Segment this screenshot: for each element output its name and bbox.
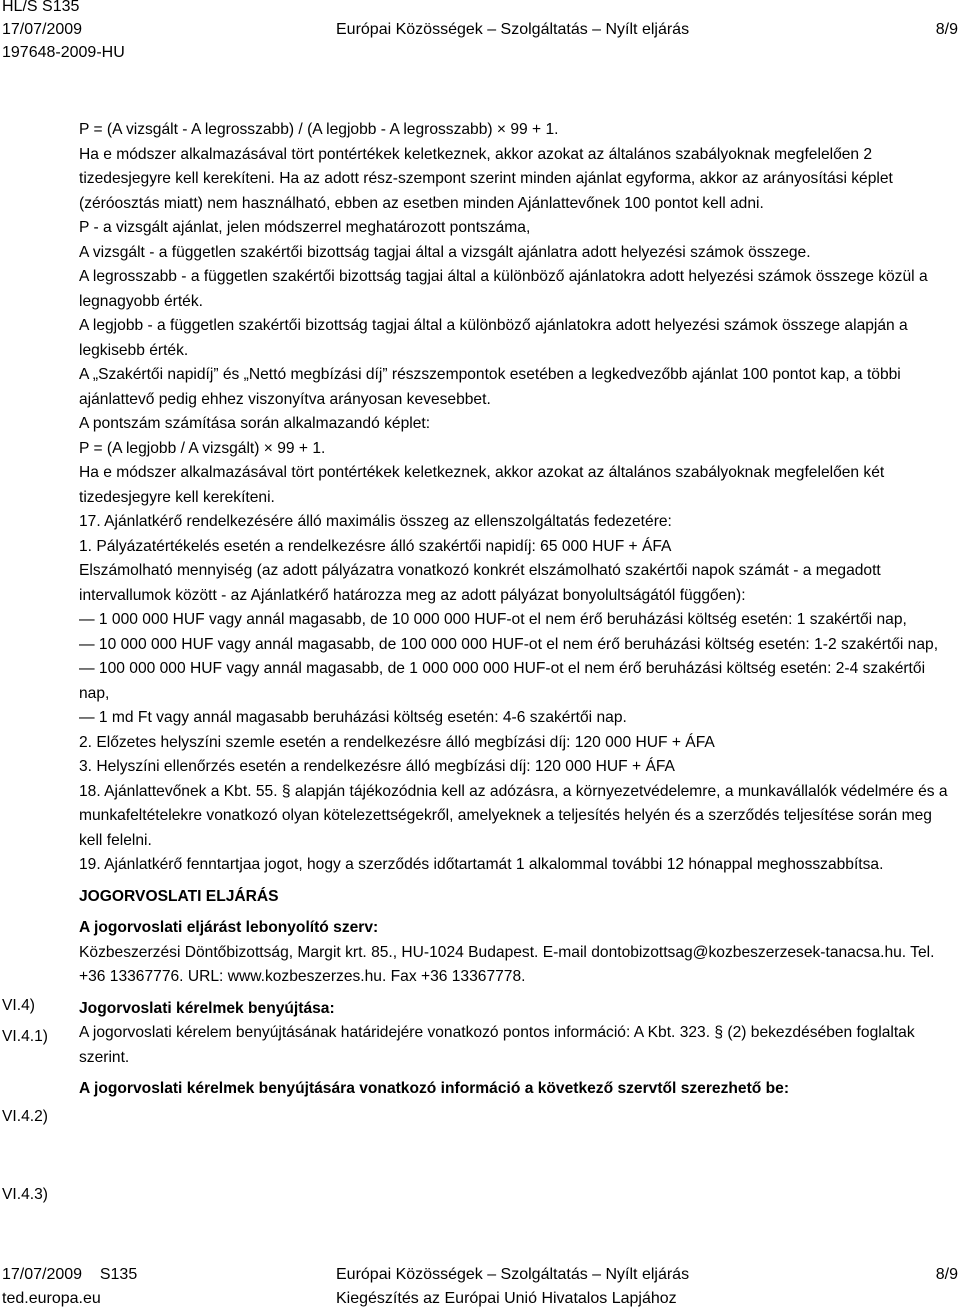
footer-title: Európai Közösségek – Szolgáltatás – Nyílt eljárás [336,1266,690,1283]
paragraph-napidij: A „Szakértői napidíj” és „Nettó megbízási díj” részszempontok esetében a legkedvezőbb ajánlat 100 pontot kap, a többi ajánlattevő pedig ehhez viszonyítva arányosan kevesebbet. [79,366,901,408]
section-vi41-title: A jogorvoslati eljárást lebonyolító szerv: [79,919,379,936]
vi41-text-part1: Közbeszerzési Döntőbizottság, Margit krt. 85., HU-1024 Budapest. E-mail [79,943,592,961]
paragraph-formula-intro: A pontszám számítása során alkalmazandó képlet: [79,415,431,432]
footer-site: ted.europa.eu [2,1290,101,1307]
def-legjobb: A legjobb - a független szakértői bizottság tagjai által a különböző ajánlatokra adott helyezési számok összege alapján a legkisebb érték. [79,317,908,359]
document-body [79,118,954,1102]
section-vi42-text: A jogorvoslati kérelem benyújtásának határidejére vonatkozó pontos információ: A Kbt. 323. § (2) bekezdésében foglaltak szerint. [79,1024,915,1066]
section-vi43-title: A jogorvoslati kérelmek benyújtására vonatkozó információ a következő szervtől szerezhető be: [79,1080,790,1097]
item-19: 19. Ajánlatkérő fenntartjaa jogot, hogy a szerződés időtartamát 1 alkalommal további 12 hónappal meghosszabbítsa. [79,856,884,873]
bracket-3: — 100 000 000 HUF vagy annál magasabb, de 1 000 000 000 HUF-ot el nem érő beruházási költség esetén: 2-4 szakértői nap, [79,660,926,702]
bracket-1: — 1 000 000 HUF vagy annál magasabb, de 10 000 000 HUF-ot el nem érő beruházási költség esetén: 1 szakértői nap, [79,611,907,628]
vi41-text-part3: . Fax +36 13367778. [381,968,526,985]
section-vi42-title: Jogorvoslati kérelmek benyújtása: [79,999,335,1017]
item-17: 17. Ajánlatkérő rendelkezésére álló maximális összeg az ellenszolgáltatás fedezetére: [79,513,672,530]
paragraph-rounding-2: Ha e módszer alkalmazásával tört pontértékek keletkeznek, akkor azokat az általános szabályoknak megfelelően két tizedesjegyre kell kerekíteni. [79,464,885,506]
section-vi4-number: VI.4) [2,997,35,1014]
footer-date-code: 17/07/2009 S135 [2,1266,138,1283]
page-footer [0,1264,960,1311]
item-17-3: 3. Helyszíni ellenőrzés esetén a rendelkezésre álló megbízási díj: 120 000 HUF + ÁFA [79,758,675,775]
header-page-number: 8/9 [935,21,958,38]
section-vi42-number: VI.4.2) [2,1108,48,1125]
email-link[interactable]: dontobizottsag@kozbeszerzesek-tanacsa.hu [591,943,902,961]
header-date: 17/07/2009 [2,21,83,38]
header-docid: 197648-2009-HU [2,44,125,61]
section-vi43-number: VI.4.3) [2,1186,48,1203]
def-p: P - a vizsgált ajánlat, jelen módszerrel meghatározott pontszáma, [79,219,531,236]
section-vi41-text [79,941,954,990]
def-vizsgalt: A vizsgált - a független szakértői bizottság tagjai által a vizsgált ajánlatra adott helyezési számok összege. [79,243,811,261]
formula-1: P = (A vizsgált - A legrosszabb) / (A legjobb - A legrosszabb) × 99 + 1. [79,121,559,138]
formula-2: P = (A legjobb / A vizsgált) × 99 + 1. [79,439,326,457]
paragraph-elszamolhato: Elszámolható mennyiség (az adott pályázatra vonatkozó konkrét elszámolható szakértői napok számát - a megadott intervallumok között - az Ajánlatkérő határozza meg az adott pályázat bonyolultságától függően): [79,562,881,604]
paragraph-rounding: Ha e módszer alkalmazásával tört pontértékek keletkeznek, akkor azokat az általános szabályoknak megfelelően 2 tizedesjegyre kell kerekíteni. Ha az adott rész-szempont szerint minden ajánlat egyforma, akkor az arányosítási képlet (zéróosztás miatt) nem használható, ebben az esetben minden Ajánlattevőnek 100 pontot kell adni. [79,145,893,212]
page-header [0,0,960,70]
footer-page-number: 8/9 [935,1266,958,1283]
header-title: Európai Közösségek – Szolgáltatás – Nyílt eljárás [336,21,690,38]
vi41-text-part2: . Tel. +36 13367776. URL: [79,943,935,985]
url-link[interactable]: www.kozbeszerzes.hu [227,968,382,985]
footer-publisher: Kiegészítés az Európai Unió Hivatalos Lapjához [336,1290,677,1307]
item-17-1: 1. Pályázatértékelés esetén a rendelkezésre álló szakértői napidíj: 65 000 HUF + ÁFA [79,537,672,555]
section-vi4-title: JOGORVOSLATI ELJÁRÁS [79,887,279,905]
header-code: HL/S S135 [2,0,80,15]
item-18: 18. Ajánlattevőnek a Kbt. 55. § alapján tájékozódnia kell az adózásra, a környezetvédelemre, a munkavállalók védelmére és a munkafeltételekre vonatkozó olyan kötelezettségekről, amelyeknek a teljesítés helyén és a szerződés teljesítése során meg kell felelni. [79,782,948,849]
item-17-2: 2. Előzetes helyszíni szemle esetén a rendelkezésre álló megbízási díj: 120 000 HUF + ÁFA [79,733,715,751]
section-vi41-number: VI.4.1) [2,1028,48,1045]
bracket-4: — 1 md Ft vagy annál magasabb beruházási költség esetén: 4-6 szakértői nap. [79,709,627,726]
bracket-2: — 10 000 000 HUF vagy annál magasabb, de 100 000 000 HUF-ot el nem érő beruházási költség esetén: 1-2 szakértői nap, [79,635,939,653]
def-legrosszabb: A legrosszabb - a független szakértői bizottság tagjai által a különböző ajánlatokra adott helyezési számok összege közül a legnagyobb érték. [79,268,928,310]
